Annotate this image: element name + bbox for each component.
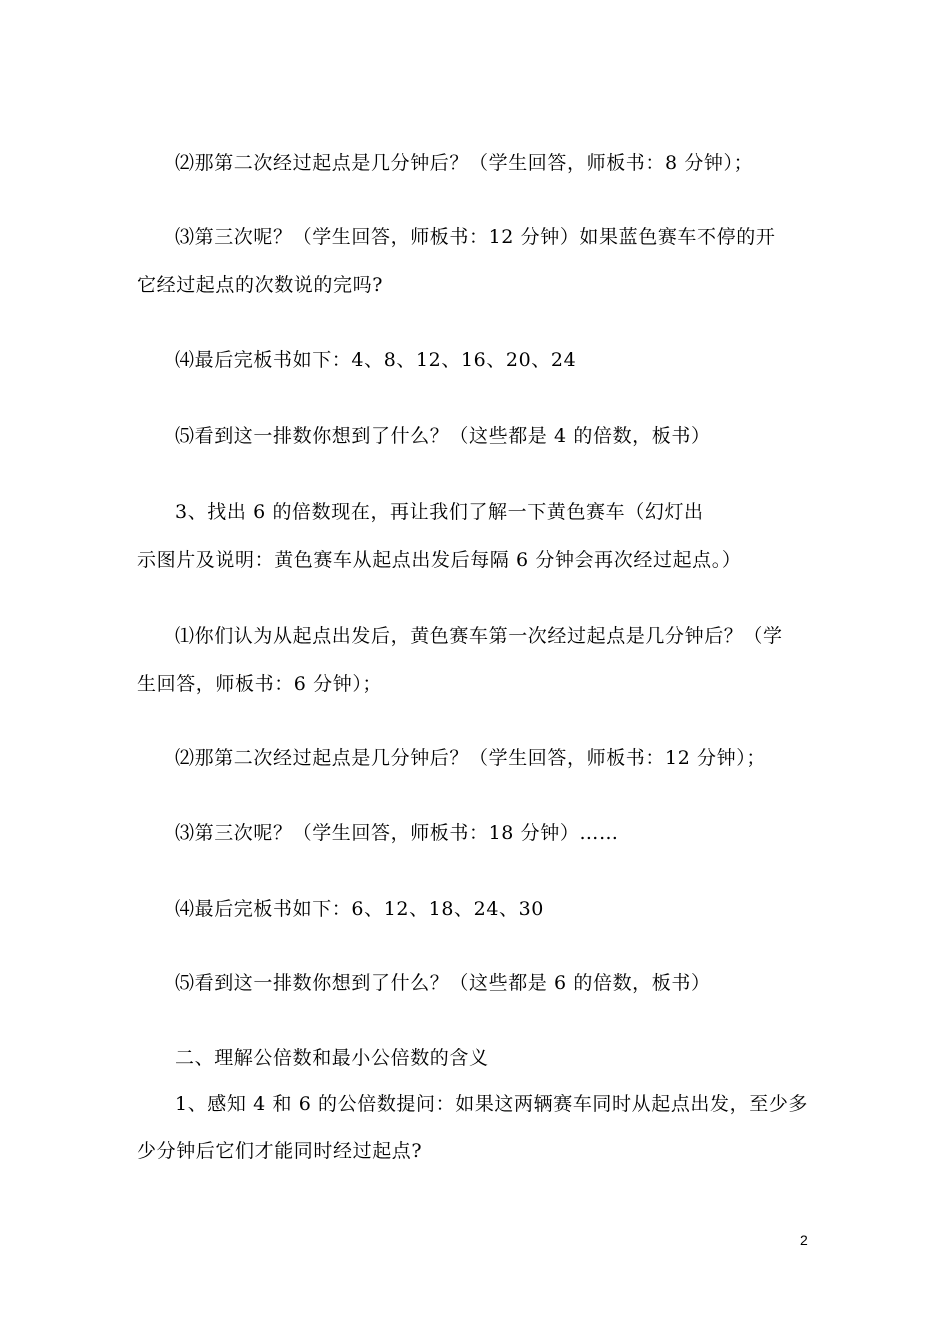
paragraph-line: ⑷最后完板书如下：6、12、18、24、30 [175, 898, 544, 920]
section-heading-line: 3、找出 6 的倍数现在，再让我们了解一下黄色赛车（幻灯出 [175, 501, 704, 523]
paragraph-line: 它经过起点的次数说的完吗? [137, 274, 383, 296]
paragraph-line: ⑶第三次呢？（学生回答，师板书：12 分钟）如果蓝色赛车不停的开 [175, 226, 776, 248]
paragraph-line: 1、感知 4 和 6 的公倍数提问：如果这两辆赛车同时从起点出发，至少多 [175, 1093, 809, 1115]
paragraph-line: 少分钟后它们才能同时经过起点? [137, 1140, 423, 1162]
paragraph-line: 生回答，师板书：6 分钟）； [137, 673, 383, 695]
paragraph-line: ⑸看到这一排数你想到了什么？（这些都是 6 的倍数，板书） [175, 972, 711, 994]
paragraph-line: ⑸看到这一排数你想到了什么？（这些都是 4 的倍数，板书） [175, 425, 711, 447]
paragraph-line: ⑵那第二次经过起点是几分钟后？（学生回答，师板书：8 分钟）； [175, 152, 754, 174]
paragraph-line: ⑴你们认为从起点出发后，黄色赛车第一次经过起点是几分钟后？（学 [175, 625, 783, 647]
page-number: 2 [800, 1232, 808, 1248]
section-heading-line: 二、理解公倍数和最小公倍数的含义 [175, 1047, 489, 1069]
paragraph-line: 示图片及说明：黄色赛车从起点出发后每隔 6 分钟会再次经过起点。） [137, 549, 742, 571]
paragraph-line: ⑵那第二次经过起点是几分钟后？（学生回答，师板书：12 分钟）； [175, 747, 766, 769]
paragraph-line: ⑶第三次呢？（学生回答，师板书：18 分钟）…… [175, 822, 619, 844]
paragraph-line: ⑷最后完板书如下：4、8、12、16、20、24 [175, 349, 577, 371]
